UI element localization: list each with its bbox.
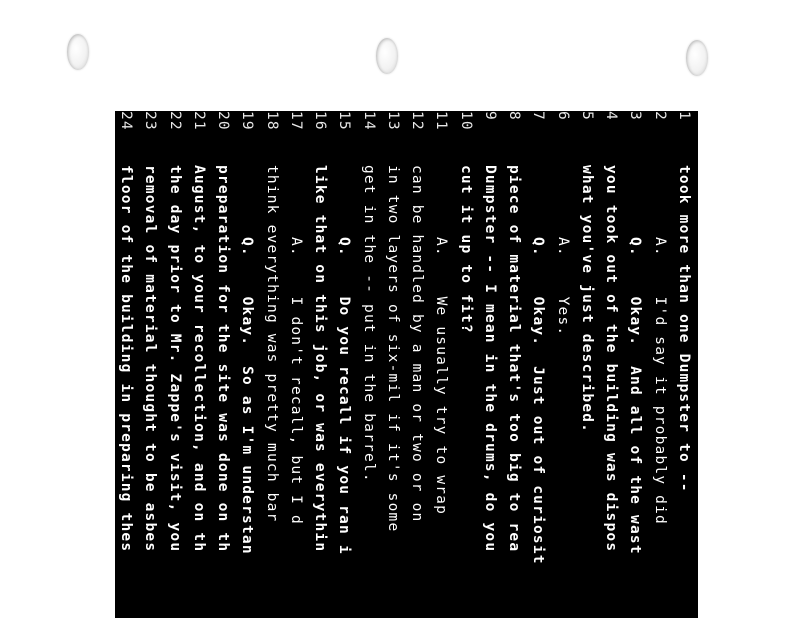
line-number: 4: [603, 111, 620, 121]
line-text: piece of material that's too big to rea: [506, 165, 523, 553]
transcript-line: [381, 111, 405, 532]
line-text: Dumpster -- I mean in the drums, do you: [482, 165, 498, 553]
transcript-line: [527, 111, 551, 565]
line-text: floor of the building in preparing thes: [118, 165, 135, 553]
transcript-line: [672, 111, 696, 493]
line-number: 10: [457, 111, 474, 131]
line-text: cut it up to fit?: [457, 165, 474, 334]
line-text: Q. Do you recall if you ran i: [336, 237, 353, 555]
transcript-line: [454, 111, 478, 334]
line-number: 7: [530, 111, 547, 121]
line-number: 23: [142, 111, 159, 131]
transcript-line: [599, 111, 623, 552]
line-number: 2: [651, 111, 668, 121]
transcript-line: [163, 111, 187, 552]
line-number: 15: [336, 111, 353, 131]
line-number: 20: [215, 111, 232, 131]
transcript-line: [115, 111, 138, 552]
line-text: what you've just described.: [579, 165, 595, 434]
line-number: 11: [433, 111, 450, 131]
line-number: 6: [554, 111, 571, 121]
line-text: Q. Okay. Just out of curiosit: [530, 237, 547, 565]
transcript-line: [357, 111, 381, 483]
line-number: 21: [191, 111, 207, 131]
transcript-line: [284, 111, 308, 525]
line-number: 9: [482, 111, 498, 121]
line-text: can be handled by a man or two or on: [409, 165, 426, 523]
line-text: A. Yes.: [554, 237, 571, 337]
line-text: August, to your recollection, and on th: [191, 165, 207, 553]
line-number: 18: [263, 111, 280, 131]
transcript-line: [430, 111, 454, 515]
line-number: 3: [627, 111, 644, 121]
punch-hole-center: [376, 38, 398, 74]
line-number: 14: [360, 111, 377, 131]
transcript-page: [115, 111, 698, 618]
line-text: like that on this job, or was everythin: [312, 165, 329, 553]
line-number: 1: [676, 111, 692, 121]
line-text: A. I'd say it probably did: [651, 237, 668, 525]
line-text: A. We usually try to wrap: [433, 237, 450, 516]
transcript-line: [502, 111, 526, 552]
transcript-line: [405, 111, 429, 522]
transcript-line: [187, 111, 211, 552]
punch-hole-right: [686, 40, 708, 76]
line-number: 24: [118, 111, 135, 131]
transcript-line: [478, 111, 502, 552]
line-text: the day prior to Mr. Zappe's visit, you: [166, 165, 183, 553]
line-text: in two layers of six-mil if it's some: [385, 165, 401, 533]
transcript-line: [236, 111, 260, 555]
line-number: 16: [312, 111, 329, 131]
line-text: think everything was pretty much bar: [263, 165, 280, 523]
transcript-line: [648, 111, 672, 525]
line-text: removal of material thought to be asbes: [142, 165, 159, 553]
transcript-line: [624, 111, 648, 555]
transcript-line: [575, 111, 599, 433]
line-number: 13: [385, 111, 401, 131]
transcript-line: [260, 111, 284, 522]
transcript-line: [211, 111, 235, 552]
transcript-line: [551, 111, 575, 336]
punch-hole-left: [67, 34, 89, 70]
line-text: you took out of the building was dispos: [603, 165, 620, 553]
line-number: 17: [288, 111, 304, 131]
transcript-body: [115, 111, 698, 618]
line-number: 12: [409, 111, 426, 131]
transcript-line: [333, 111, 357, 555]
line-text: took more than one Dumpster to --: [676, 165, 692, 493]
line-number: 5: [579, 111, 595, 121]
line-number: 8: [506, 111, 523, 121]
transcript-line: [139, 111, 163, 552]
line-number: 19: [239, 111, 256, 131]
line-text: preparation for the site was done on th: [215, 165, 232, 553]
line-text: Q. Okay. And all of the wast: [627, 237, 644, 555]
line-text: Q. Okay. So as I'm understan: [239, 237, 256, 555]
line-text: get in the -- put in the barrel.: [360, 165, 377, 483]
line-number: 22: [166, 111, 183, 131]
line-text: A. I don't recall, but I d: [288, 237, 304, 525]
transcript-line: [308, 111, 332, 552]
